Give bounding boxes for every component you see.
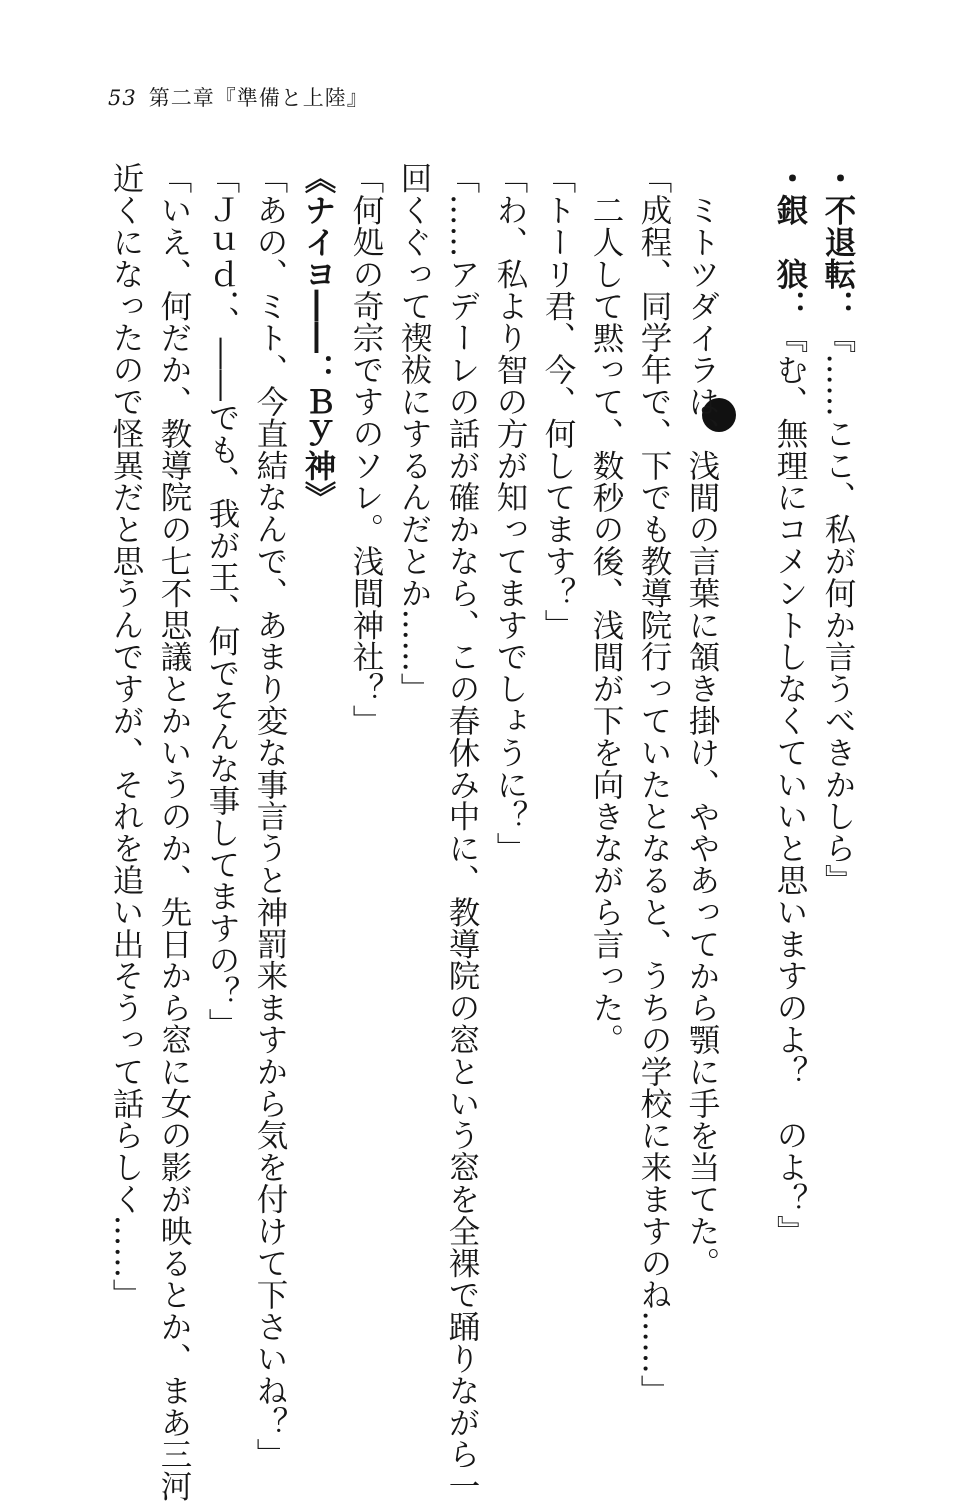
dialogue-line: 「トーリ君、今、何してます？」	[540, 162, 576, 641]
narration-line: ミトツダイラは、浅間の言葉に頷き掛け、ややあってから顎に手を当てた。	[684, 194, 720, 1279]
dialogue-line-continued: 回くぐって禊祓にするんだとか……」	[396, 162, 432, 705]
dialogue-line: 「いえ、何だか、教導院の七不思議とかいうのか、先日から窓に女の影が映るとか、まあ三河	[156, 162, 192, 1502]
chapter-title: 第二章『準備と上陸』	[148, 86, 369, 110]
dialogue-line: 「……アデーレの話が確かなら、この春休み中に、教導院の窓という窓を全裸で踊りながら一	[444, 162, 480, 1502]
dialogue-line: 「成程、同学年で、下でも教導院行っていたとなると、うちの学校に来ますのね……」	[636, 162, 672, 1407]
page-number: 53	[108, 86, 137, 110]
page-header	[108, 82, 369, 112]
body-text	[102, 162, 862, 1502]
chat-speaker: ・銀 狼：	[772, 162, 808, 322]
chat-speaker: ・不退転：	[820, 162, 856, 322]
dialogue-line: 「Ｊｕｄ．、――でも、我が王、何でそんな事してますの？」	[204, 162, 240, 1040]
dialogue-line: 「わ、私より智の方が知ってますでしょうに？」	[492, 162, 528, 864]
dialogue-line: 「あの、ミト、今直結なんで、あまり変な事言うと神罰来ますから気を付けて下さいね？」	[252, 162, 288, 1470]
chat-message: 『む、無理にコメントしなくていいと思いますのよ？ のよ？』	[772, 321, 808, 1247]
chat-message: 『……ここ、私が何か言うべきかしら』	[820, 321, 856, 896]
chat-line-futaiten	[814, 162, 862, 1292]
narration-line: 二人して黙って、数秒の後、浅間が下を向きながら言った。	[588, 194, 624, 1056]
divine-message-line: 《ナイヨ――：Ｂｙ神》	[300, 162, 336, 513]
dialogue-line-continued: 近くになったので怪異だと思うんですが、それを追い出そうって話らしく……」	[108, 162, 144, 1311]
dialogue-line: 「何処の奇宗ですのソレ。浅間神社？」	[348, 162, 384, 737]
chat-line-ginrou	[766, 162, 814, 1292]
